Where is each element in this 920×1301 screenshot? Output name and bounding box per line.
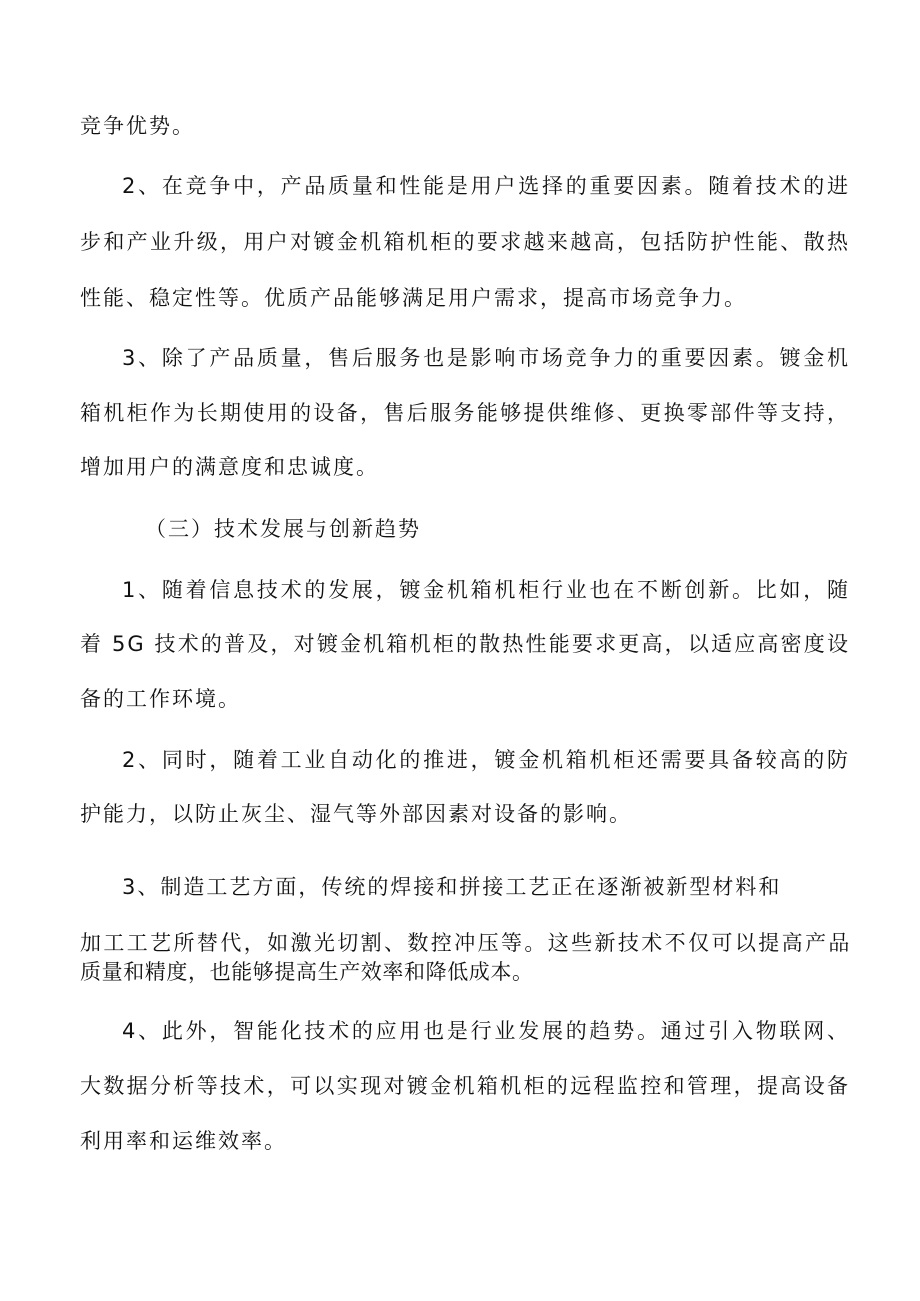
text-line: 3、除了产品质量，售后服务也是影响市场竞争力的重要因素。镀金机 (122, 346, 850, 370)
text-line: 箱机柜作为长期使用的设备，售后服务能够提供维修、更换零部件等支持， (80, 401, 850, 425)
text-line: 竞争优势。 (80, 114, 195, 138)
text-line: 性能、稳定性等。优质产品能够满足用户需求，提高市场竞争力。 (80, 286, 747, 310)
text-line: 大数据分析等技术，可以实现对镀金机箱机柜的远程监控和管理，提高设备 (80, 1074, 850, 1098)
text-line: 3、制造工艺方面，传统的焊接和拼接工艺正在逐渐被新型材料和 (122, 875, 782, 899)
text-line: 着 5G 技术的普及，对镀金机箱机柜的散热性能要求更高，以适应高密度设 (80, 632, 850, 656)
text-line: 2、在竞争中，产品质量和性能是用户选择的重要因素。随着技术的进 (122, 174, 850, 198)
text-line: 增加用户的满意度和忠诚度。 (80, 455, 379, 479)
text-line: 利用率和运维效率。 (80, 1129, 287, 1153)
text-line: 加工工艺所替代，如激光切割、数控冲压等。这些新技术不仅可以提高产品 (80, 931, 850, 955)
section-heading: （三）技术发展与创新趋势 (145, 517, 421, 541)
text-line: 备的工作环境。 (80, 687, 241, 711)
text-line: 2、同时，随着工业自动化的推进，镀金机箱机柜还需要具备较高的防 (122, 748, 850, 772)
text-line: 护能力，以防止灰尘、湿气等外部因素对设备的影响。 (80, 802, 632, 826)
text-line: 4、此外，智能化技术的应用也是行业发展的趋势。通过引入物联网、 (122, 1019, 850, 1043)
text-line: 1、随着信息技术的发展，镀金机箱机柜行业也在不断创新。比如，随 (122, 578, 850, 602)
text-line: 质量和精度，也能够提高生产效率和降低成本。 (80, 960, 534, 984)
text-line: 步和产业升级，用户对镀金机箱机柜的要求越来越高，包括防护性能、散热 (80, 230, 850, 254)
